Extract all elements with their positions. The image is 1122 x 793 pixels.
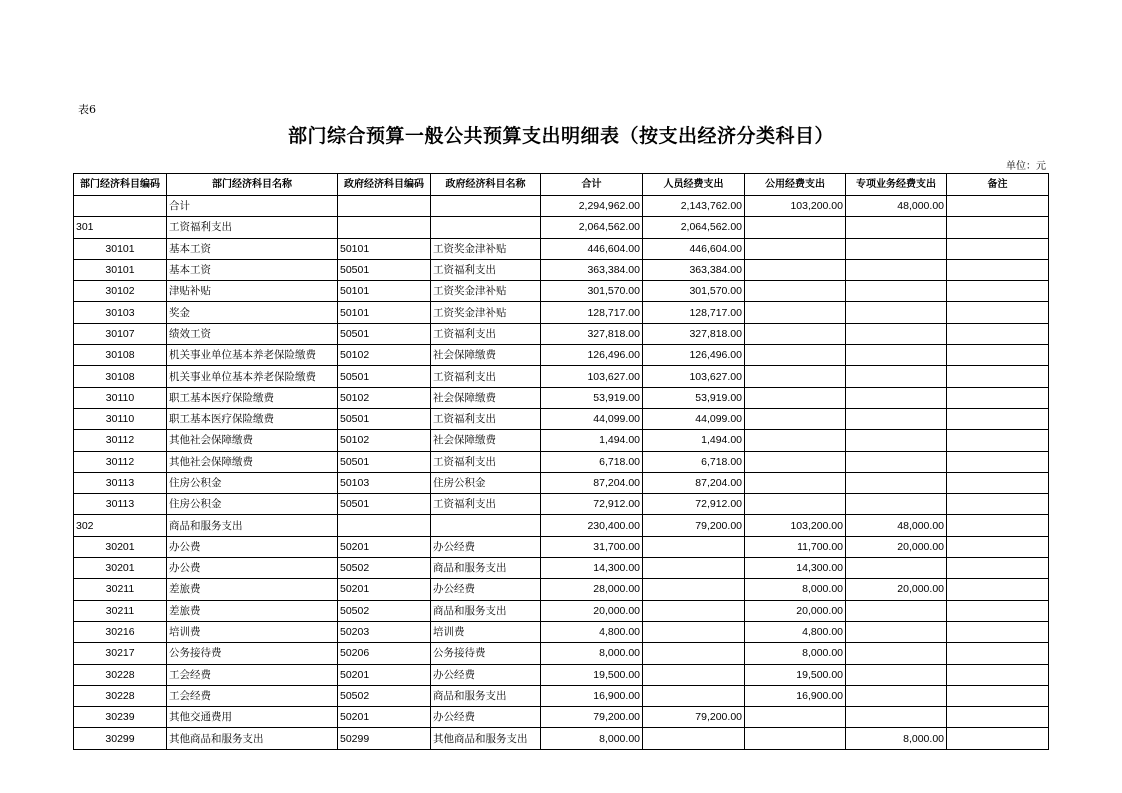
table-row (74, 621, 1049, 642)
dept-name-cell: 住房公积金 (167, 472, 338, 493)
special-cell (846, 558, 947, 579)
gov-name-cell: 办公经费 (431, 707, 541, 728)
gov-code-cell: 50102 (338, 430, 431, 451)
total-cell: 14,300.00 (541, 558, 643, 579)
total-cell: 87,204.00 (541, 472, 643, 493)
public-cell (745, 366, 846, 387)
table-row (74, 430, 1049, 451)
gov-name-cell (431, 217, 541, 238)
table-row (74, 728, 1049, 749)
personnel-cell (643, 685, 745, 706)
public-cell: 4,800.00 (745, 621, 846, 642)
public-cell: 14,300.00 (745, 558, 846, 579)
dept-name-cell: 差旅费 (167, 579, 338, 600)
dept-code-cell: 30102 (74, 281, 167, 302)
total-cell: 2,294,962.00 (541, 196, 643, 217)
table-row (74, 600, 1049, 621)
special-cell (846, 217, 947, 238)
gov-code-cell (338, 217, 431, 238)
dept-name-cell: 其他商品和服务支出 (167, 728, 338, 749)
gov-name-cell: 工资福利支出 (431, 259, 541, 280)
table-row (74, 217, 1049, 238)
special-cell: 20,000.00 (846, 579, 947, 600)
personnel-cell: 363,384.00 (643, 259, 745, 280)
note-cell (947, 281, 1049, 302)
note-cell (947, 345, 1049, 366)
budget-table (73, 173, 1049, 750)
special-cell: 8,000.00 (846, 728, 947, 749)
header-row (74, 174, 1049, 196)
public-cell (745, 430, 846, 451)
gov-name-cell: 社会保障缴费 (431, 430, 541, 451)
dept-name-cell: 工会经费 (167, 685, 338, 706)
table-row (74, 643, 1049, 664)
table-row (74, 345, 1049, 366)
note-cell (947, 238, 1049, 259)
public-cell (745, 387, 846, 408)
public-cell: 103,200.00 (745, 196, 846, 217)
personnel-cell (643, 558, 745, 579)
total-cell: 6,718.00 (541, 451, 643, 472)
unit-label: 单位：元 (1006, 161, 1046, 172)
public-cell (745, 494, 846, 515)
gov-name-cell: 工资奖金津补贴 (431, 302, 541, 323)
dept-name-cell: 办公费 (167, 536, 338, 557)
dept-code-cell: 30113 (74, 472, 167, 493)
total-cell: 128,717.00 (541, 302, 643, 323)
personnel-cell (643, 579, 745, 600)
gov-code-cell: 50201 (338, 536, 431, 557)
special-cell (846, 472, 947, 493)
gov-name-cell: 社会保障缴费 (431, 345, 541, 366)
dept-code-cell: 30201 (74, 536, 167, 557)
personnel-cell: 6,718.00 (643, 451, 745, 472)
special-cell (846, 600, 947, 621)
dept-name-cell: 机关事业单位基本养老保险缴费 (167, 345, 338, 366)
dept-name-cell: 基本工资 (167, 238, 338, 259)
dept-code-cell (74, 196, 167, 217)
gov-code-cell: 50501 (338, 494, 431, 515)
special-cell (846, 366, 947, 387)
gov-name-cell: 商品和服务支出 (431, 685, 541, 706)
note-cell (947, 302, 1049, 323)
header-note: 备注 (947, 174, 1049, 196)
header-gov-code: 政府经济科目编码 (338, 174, 431, 196)
special-cell (846, 430, 947, 451)
public-cell (745, 238, 846, 259)
table-row (74, 238, 1049, 259)
gov-code-cell: 50501 (338, 451, 431, 472)
public-cell: 20,000.00 (745, 600, 846, 621)
dept-name-cell: 津贴补贴 (167, 281, 338, 302)
table-row (74, 707, 1049, 728)
note-cell (947, 472, 1049, 493)
gov-name-cell: 商品和服务支出 (431, 558, 541, 579)
gov-code-cell: 50101 (338, 238, 431, 259)
note-cell (947, 600, 1049, 621)
public-cell (745, 408, 846, 429)
total-cell: 4,800.00 (541, 621, 643, 642)
gov-name-cell: 住房公积金 (431, 472, 541, 493)
personnel-cell: 2,064,562.00 (643, 217, 745, 238)
gov-name-cell: 工资福利支出 (431, 451, 541, 472)
gov-code-cell: 50201 (338, 579, 431, 600)
special-cell (846, 494, 947, 515)
public-cell: 8,000.00 (745, 579, 846, 600)
personnel-cell: 72,912.00 (643, 494, 745, 515)
note-cell (947, 259, 1049, 280)
note-cell (947, 707, 1049, 728)
special-cell: 48,000.00 (846, 196, 947, 217)
dept-name-cell: 培训费 (167, 621, 338, 642)
gov-code-cell: 50502 (338, 600, 431, 621)
public-cell (745, 728, 846, 749)
personnel-cell: 128,717.00 (643, 302, 745, 323)
note-cell (947, 515, 1049, 536)
special-cell (846, 387, 947, 408)
dept-code-cell: 30201 (74, 558, 167, 579)
header-public: 公用经费支出 (745, 174, 846, 196)
note-cell (947, 196, 1049, 217)
total-cell: 327,818.00 (541, 323, 643, 344)
public-cell: 11,700.00 (745, 536, 846, 557)
public-cell (745, 302, 846, 323)
dept-code-cell: 30228 (74, 685, 167, 706)
gov-name-cell: 办公经费 (431, 664, 541, 685)
public-cell (745, 259, 846, 280)
gov-code-cell (338, 515, 431, 536)
gov-name-cell: 工资奖金津补贴 (431, 238, 541, 259)
table-row (74, 515, 1049, 536)
total-cell: 31,700.00 (541, 536, 643, 557)
gov-name-cell: 工资福利支出 (431, 494, 541, 515)
total-cell: 8,000.00 (541, 728, 643, 749)
dept-name-cell: 办公费 (167, 558, 338, 579)
gov-name-cell: 培训费 (431, 621, 541, 642)
personnel-cell (643, 621, 745, 642)
gov-name-cell: 商品和服务支出 (431, 600, 541, 621)
total-cell: 44,099.00 (541, 408, 643, 429)
note-cell (947, 323, 1049, 344)
table-label: 表6 (78, 103, 96, 116)
total-cell: 79,200.00 (541, 707, 643, 728)
dept-name-cell: 工会经费 (167, 664, 338, 685)
gov-code-cell: 50203 (338, 621, 431, 642)
total-cell: 19,500.00 (541, 664, 643, 685)
personnel-cell: 2,143,762.00 (643, 196, 745, 217)
total-cell: 103,627.00 (541, 366, 643, 387)
public-cell: 8,000.00 (745, 643, 846, 664)
table-row (74, 196, 1049, 217)
note-cell (947, 387, 1049, 408)
dept-code-cell: 30108 (74, 366, 167, 387)
personnel-cell (643, 643, 745, 664)
public-cell: 19,500.00 (745, 664, 846, 685)
public-cell (745, 281, 846, 302)
special-cell: 20,000.00 (846, 536, 947, 557)
special-cell (846, 643, 947, 664)
dept-code-cell: 302 (74, 515, 167, 536)
table-row (74, 302, 1049, 323)
note-cell (947, 494, 1049, 515)
note-cell (947, 643, 1049, 664)
dept-code-cell: 30112 (74, 430, 167, 451)
gov-code-cell: 50103 (338, 472, 431, 493)
gov-code-cell: 50501 (338, 259, 431, 280)
dept-name-cell: 差旅费 (167, 600, 338, 621)
dept-name-cell: 职工基本医疗保险缴费 (167, 408, 338, 429)
personnel-cell: 126,496.00 (643, 345, 745, 366)
dept-code-cell: 30101 (74, 238, 167, 259)
total-cell: 446,604.00 (541, 238, 643, 259)
note-cell (947, 664, 1049, 685)
total-cell: 1,494.00 (541, 430, 643, 451)
special-cell (846, 451, 947, 472)
gov-code-cell: 50501 (338, 366, 431, 387)
gov-name-cell: 办公经费 (431, 536, 541, 557)
dept-name-cell: 其他社会保障缴费 (167, 430, 338, 451)
public-cell (745, 323, 846, 344)
dept-name-cell: 工资福利支出 (167, 217, 338, 238)
gov-code-cell: 50502 (338, 558, 431, 579)
public-cell (745, 472, 846, 493)
page-title: 部门综合预算一般公共预算支出明细表（按支出经济分类科目） (287, 125, 834, 147)
table-row (74, 472, 1049, 493)
gov-code-cell: 50102 (338, 345, 431, 366)
special-cell (846, 664, 947, 685)
public-cell: 16,900.00 (745, 685, 846, 706)
total-cell: 2,064,562.00 (541, 217, 643, 238)
header-special: 专项业务经费支出 (846, 174, 947, 196)
dept-code-cell: 30103 (74, 302, 167, 323)
gov-code-cell (338, 196, 431, 217)
special-cell (846, 707, 947, 728)
public-cell (745, 217, 846, 238)
note-cell (947, 451, 1049, 472)
gov-code-cell: 50201 (338, 707, 431, 728)
personnel-cell: 446,604.00 (643, 238, 745, 259)
dept-code-cell: 30216 (74, 621, 167, 642)
personnel-cell: 103,627.00 (643, 366, 745, 387)
table-row (74, 494, 1049, 515)
note-cell (947, 408, 1049, 429)
gov-name-cell: 工资福利支出 (431, 408, 541, 429)
personnel-cell: 327,818.00 (643, 323, 745, 344)
gov-code-cell: 50201 (338, 664, 431, 685)
table-row (74, 366, 1049, 387)
total-cell: 20,000.00 (541, 600, 643, 621)
table-row (74, 387, 1049, 408)
special-cell (846, 238, 947, 259)
dept-name-cell: 奖金 (167, 302, 338, 323)
dept-code-cell: 30299 (74, 728, 167, 749)
personnel-cell: 79,200.00 (643, 515, 745, 536)
special-cell: 48,000.00 (846, 515, 947, 536)
total-cell: 8,000.00 (541, 643, 643, 664)
public-cell (745, 707, 846, 728)
dept-code-cell: 30217 (74, 643, 167, 664)
table-row (74, 558, 1049, 579)
dept-name-cell: 住房公积金 (167, 494, 338, 515)
personnel-cell (643, 600, 745, 621)
gov-name-cell: 公务接待费 (431, 643, 541, 664)
gov-name-cell: 办公经费 (431, 579, 541, 600)
special-cell (846, 302, 947, 323)
gov-code-cell: 50502 (338, 685, 431, 706)
gov-name-cell (431, 196, 541, 217)
gov-code-cell: 50501 (338, 408, 431, 429)
table-row (74, 536, 1049, 557)
dept-code-cell: 30110 (74, 408, 167, 429)
personnel-cell: 79,200.00 (643, 707, 745, 728)
special-cell (846, 259, 947, 280)
public-cell: 103,200.00 (745, 515, 846, 536)
dept-code-cell: 30211 (74, 579, 167, 600)
table-row (74, 323, 1049, 344)
dept-code-cell: 30107 (74, 323, 167, 344)
total-cell: 16,900.00 (541, 685, 643, 706)
note-cell (947, 536, 1049, 557)
dept-name-cell: 公务接待费 (167, 643, 338, 664)
gov-code-cell: 50299 (338, 728, 431, 749)
dept-name-cell: 机关事业单位基本养老保险缴费 (167, 366, 338, 387)
header-dept-code: 部门经济科目编码 (74, 174, 167, 196)
gov-name-cell (431, 515, 541, 536)
gov-code-cell: 50101 (338, 281, 431, 302)
personnel-cell: 53,919.00 (643, 387, 745, 408)
total-cell: 53,919.00 (541, 387, 643, 408)
note-cell (947, 685, 1049, 706)
dept-code-cell: 301 (74, 217, 167, 238)
dept-code-cell: 30239 (74, 707, 167, 728)
total-cell: 230,400.00 (541, 515, 643, 536)
note-cell (947, 430, 1049, 451)
gov-name-cell: 工资奖金津补贴 (431, 281, 541, 302)
table-row (74, 579, 1049, 600)
total-cell: 301,570.00 (541, 281, 643, 302)
dept-name-cell: 商品和服务支出 (167, 515, 338, 536)
table-row (74, 259, 1049, 280)
personnel-cell: 87,204.00 (643, 472, 745, 493)
total-cell: 28,000.00 (541, 579, 643, 600)
gov-name-cell: 工资福利支出 (431, 366, 541, 387)
dept-code-cell: 30211 (74, 600, 167, 621)
personnel-cell: 301,570.00 (643, 281, 745, 302)
special-cell (846, 345, 947, 366)
total-cell: 72,912.00 (541, 494, 643, 515)
personnel-cell: 1,494.00 (643, 430, 745, 451)
total-cell: 126,496.00 (541, 345, 643, 366)
gov-code-cell: 50101 (338, 302, 431, 323)
personnel-cell (643, 664, 745, 685)
note-cell (947, 366, 1049, 387)
gov-name-cell: 社会保障缴费 (431, 387, 541, 408)
gov-name-cell: 其他商品和服务支出 (431, 728, 541, 749)
dept-code-cell: 30228 (74, 664, 167, 685)
dept-code-cell: 30110 (74, 387, 167, 408)
header-personnel: 人员经费支出 (643, 174, 745, 196)
table-row (74, 408, 1049, 429)
special-cell (846, 621, 947, 642)
public-cell (745, 451, 846, 472)
special-cell (846, 408, 947, 429)
dept-name-cell: 其他社会保障缴费 (167, 451, 338, 472)
dept-name-cell: 基本工资 (167, 259, 338, 280)
personnel-cell (643, 728, 745, 749)
personnel-cell: 44,099.00 (643, 408, 745, 429)
note-cell (947, 217, 1049, 238)
public-cell (745, 345, 846, 366)
total-cell: 363,384.00 (541, 259, 643, 280)
gov-code-cell: 50206 (338, 643, 431, 664)
gov-code-cell: 50102 (338, 387, 431, 408)
note-cell (947, 579, 1049, 600)
table-row (74, 685, 1049, 706)
dept-code-cell: 30113 (74, 494, 167, 515)
dept-code-cell: 30112 (74, 451, 167, 472)
personnel-cell (643, 536, 745, 557)
table-row (74, 451, 1049, 472)
dept-code-cell: 30101 (74, 259, 167, 280)
gov-code-cell: 50501 (338, 323, 431, 344)
header-dept-name: 部门经济科目名称 (167, 174, 338, 196)
dept-name-cell: 绩效工资 (167, 323, 338, 344)
note-cell (947, 558, 1049, 579)
note-cell (947, 728, 1049, 749)
header-gov-name: 政府经济科目名称 (431, 174, 541, 196)
gov-name-cell: 工资福利支出 (431, 323, 541, 344)
dept-name-cell: 职工基本医疗保险缴费 (167, 387, 338, 408)
dept-name-cell: 其他交通费用 (167, 707, 338, 728)
header-total: 合计 (541, 174, 643, 196)
note-cell (947, 621, 1049, 642)
table-row (74, 281, 1049, 302)
special-cell (846, 685, 947, 706)
dept-name-cell: 合计 (167, 196, 338, 217)
special-cell (846, 323, 947, 344)
special-cell (846, 281, 947, 302)
dept-code-cell: 30108 (74, 345, 167, 366)
table-row (74, 664, 1049, 685)
